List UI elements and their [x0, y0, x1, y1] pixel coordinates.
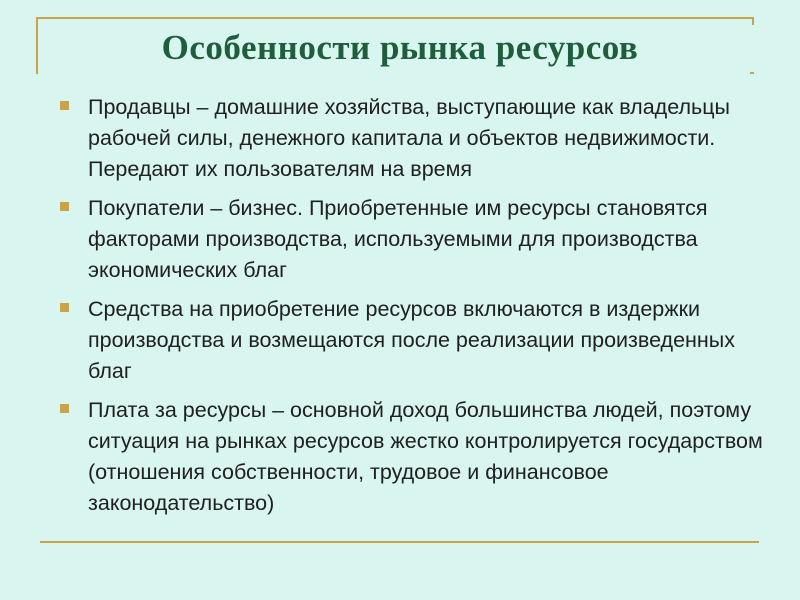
bullet-item-costs: [60, 294, 780, 387]
title-frame-right-tick: [752, 17, 754, 25]
square-bullet-icon: [60, 101, 69, 110]
bullet-text: Плата за ресурсы – основной доход большинства людей, поэтому ситуация на рынках ресурсов жестко контролируется государством (отношения собственности, трудовое и финансовое законодательство): [88, 398, 763, 515]
bullet-item-buyers: [60, 193, 780, 286]
bottom-divider: [40, 541, 759, 543]
bullet-text: Покупатели – бизнес. Приобретенные им ресурсы становятся факторами производства, используемыми для производства экономических благ: [88, 196, 708, 282]
bullet-item-sellers: [60, 92, 780, 185]
bullet-text: Продавцы – домашние хозяйства, выступающие как владельцы рабочей силы, денежного капитала и объектов недвижимости. Передают их пользователям на время: [88, 95, 730, 181]
bullet-item-payment: [60, 395, 780, 519]
slide-title: Особенности рынка ресурсов: [161, 28, 639, 67]
square-bullet-icon: [60, 404, 69, 413]
title-frame-bottom-tick: [750, 72, 754, 74]
square-bullet-icon: [60, 303, 69, 312]
square-bullet-icon: [60, 202, 69, 211]
bullet-list: [60, 92, 780, 527]
title-frame-top-line: [36, 17, 754, 19]
bullet-text: Средства на приобретение ресурсов включаются в издержки производства и возмещаются после реализации произведенных благ: [88, 297, 736, 383]
